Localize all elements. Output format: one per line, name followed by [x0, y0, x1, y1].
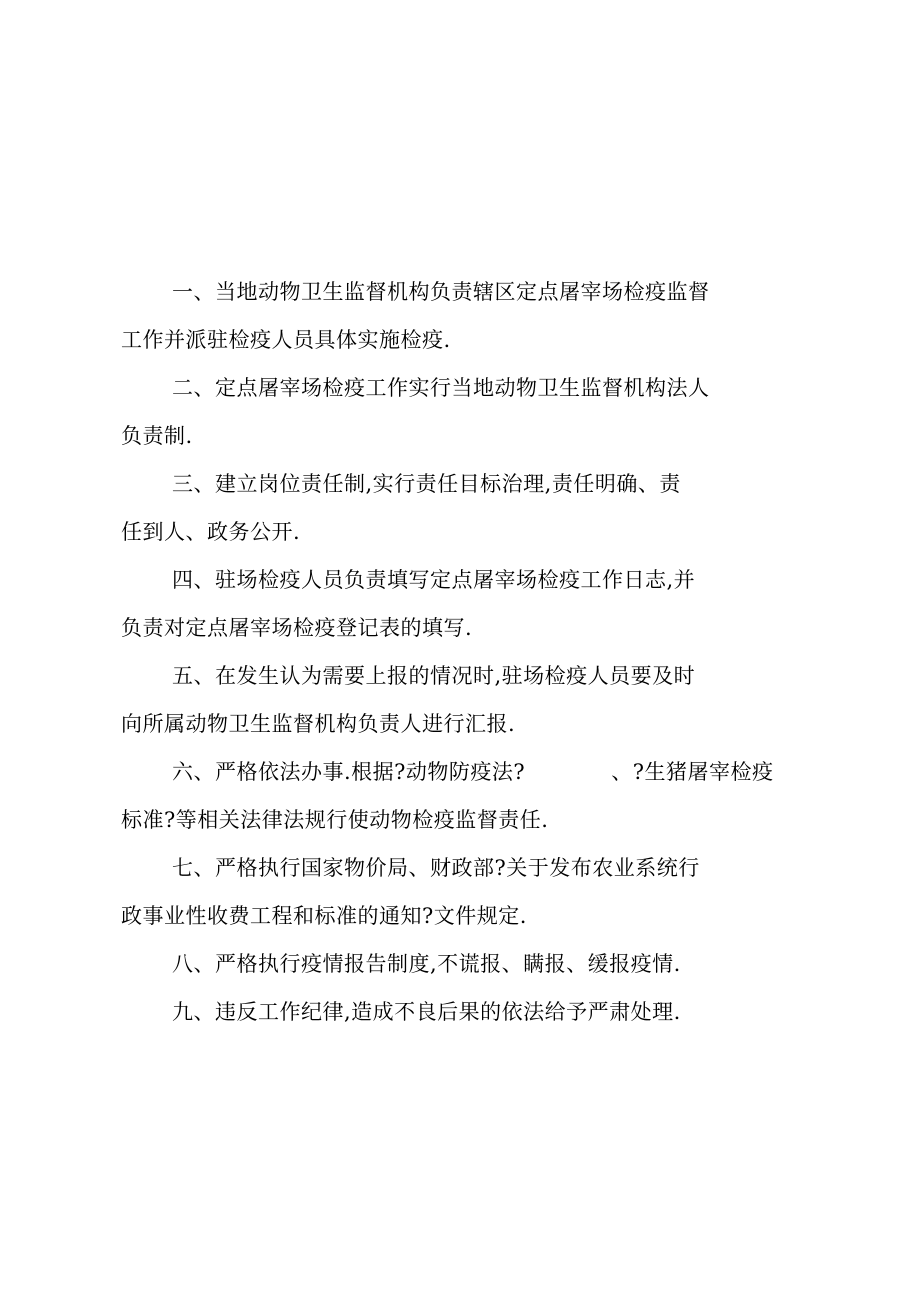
item-8-line-1: 八、严格执行疫情报告制度,不谎报、瞒报、缓报疫情.	[172, 952, 681, 976]
item-1-line-2: 工作并派驻检疫人员具体实施检疫.	[121, 328, 451, 352]
item-1-line-1: 一、当地动物卫生监督机构负责辖区定点屠宰场检疫监督	[172, 280, 710, 304]
item-6-line-2: 标准?等相关法律法规行使动物检疫监督责任.	[121, 808, 549, 832]
item-7-line-2: 政事业性收费工程和标准的通知?文件规定.	[121, 904, 527, 928]
item-6-line-1-part-1: 六、严格依法办事.根据?动物防疫法?	[172, 760, 526, 784]
item-4-line-2: 负责对定点屠宰场检疫登记表的填写.	[121, 616, 473, 640]
item-2-line-1: 二、定点屠宰场检疫工作实行当地动物卫生监督机构法人	[172, 376, 710, 400]
item-5-line-1: 五、在发生认为需要上报的情况时,驻场检疫人员要及时	[172, 664, 696, 688]
item-2-line-2: 负责制.	[121, 424, 193, 448]
item-6-line-1-part-2: 、?生猪屠宰检疫	[611, 760, 774, 784]
item-7-line-1: 七、严格执行国家物价局、财政部?关于发布农业系统行	[172, 856, 700, 880]
item-9-line-1: 九、违反工作纪律,造成不良后果的依法给予严肃处理.	[172, 1000, 681, 1024]
item-3-line-1: 三、建立岗位责任制,实行责任目标治理,责任明确、责	[172, 472, 681, 496]
item-3-line-2: 任到人、政务公开.	[121, 520, 301, 544]
item-5-line-2: 向所属动物卫生监督机构负责人进行汇报.	[121, 712, 516, 736]
item-4-line-1: 四、驻场检疫人员负责填写定点屠宰场检疫工作日志,并	[172, 568, 696, 592]
item-6-line-1	[172, 758, 773, 786]
